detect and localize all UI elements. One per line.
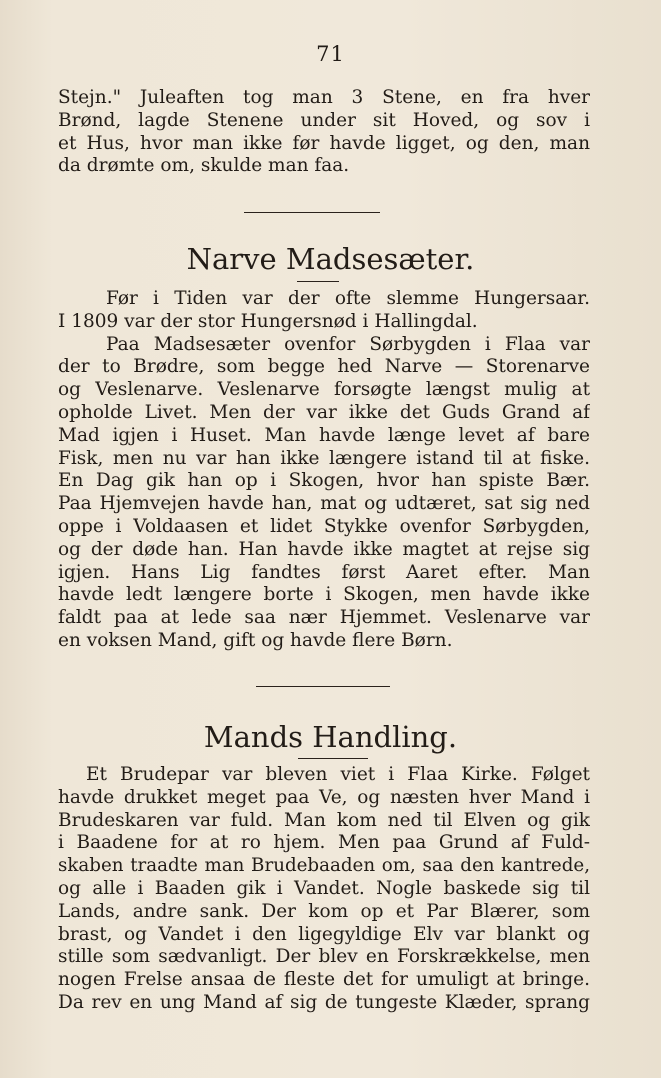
text-line: og der døde han. Han havde ikke magtet at rejse sig bbox=[58, 538, 590, 560]
section-body bbox=[58, 764, 590, 1015]
text-line: et Hus, hvor man ikke før havde ligget, og den, man bbox=[58, 132, 590, 154]
section-divider bbox=[256, 686, 390, 687]
text-line: Før i Tiden var der ofte slemme Hungersaar. bbox=[106, 288, 590, 309]
text-line: da drømte om, skulde man faa. bbox=[58, 155, 350, 177]
text-line: opholde Livet. Men der var ikke det Guds Grand af bbox=[58, 401, 590, 423]
section-divider bbox=[244, 212, 380, 213]
text-line: der to Brødre, som begge hed Narve — Storenarve bbox=[58, 356, 590, 378]
text-line: havde ledt længere borte i Skogen, men havde ikke bbox=[58, 584, 590, 606]
text-line: Paa Hjemvejen havde han, mat og udtæret, sat sig ned bbox=[58, 493, 590, 515]
text-line: og alle i Baaden gik i Vandet. Nogle baskede sig til bbox=[58, 877, 590, 899]
text-line: Fisk, men nu var han ikke længere istand til at fiske. bbox=[58, 447, 590, 469]
title-underline bbox=[298, 758, 368, 759]
text-line: I 1809 var der stor Hungersnød i Hallingdal. bbox=[58, 310, 478, 332]
text-line: stille som sædvanligt. Der blev en Forskrækkelse, men bbox=[58, 946, 590, 968]
text-line: Paa Madsesæter ovenfor Sørbygden i Flaa var bbox=[106, 333, 590, 355]
text-line: igjen. Hans Lig fandtes først Aaret efter. Man bbox=[58, 561, 590, 583]
text-line: havde drukket meget paa Ve, og næsten hver Mand i bbox=[58, 786, 590, 808]
text-line: nogen Frelse ansaa de fleste det for umuligt at bringe. bbox=[58, 969, 590, 991]
section-title: Mands Handling. bbox=[203, 720, 458, 754]
text-line: faldt paa at lede saa nær Hjemmet. Veslenarve var bbox=[58, 607, 590, 629]
title-underline bbox=[297, 281, 339, 282]
text-line: Stejn." Juleaften tog man 3 Stene, en fra hver bbox=[58, 87, 590, 108]
intro-paragraph bbox=[58, 87, 590, 178]
text-line: i Baadene for at ro hjem. Men paa Grund af Fuld- bbox=[58, 832, 590, 854]
section-title: Narve Madsesæter. bbox=[186, 242, 475, 276]
section-body bbox=[58, 288, 590, 653]
text-line: Brudeskaren var fuld. Man kom ned til Elven og gik bbox=[58, 809, 590, 831]
text-line: Da rev en ung Mand af sig de tungeste Klæder, sprang bbox=[58, 991, 590, 1013]
text-line: Lands, andre sank. Der kom op et Par Blærer, som bbox=[58, 900, 590, 922]
page-number: 71 bbox=[316, 42, 345, 66]
text-line: Brønd, lagde Stenene under sit Hoved, og sov i bbox=[58, 109, 590, 131]
text-line: En Dag gik han op i Skogen, hvor han spiste Bær. bbox=[58, 470, 590, 492]
text-line: skaben traadte man Brudebaaden om, saa den kantrede, bbox=[58, 855, 590, 877]
text-line: Et Brudepar var bleven viet i Flaa Kirke. Følget bbox=[86, 764, 590, 785]
text-line: en voksen Mand, gift og havde flere Børn. bbox=[58, 629, 453, 651]
text-line: brast, og Vandet i den ligegyldige Elv var blankt og bbox=[58, 923, 590, 945]
text-line: Mad igjen i Huset. Man havde længe levet af bare bbox=[58, 424, 590, 446]
text-line: og Veslenarve. Veslenarve forsøgte længst mulig at bbox=[58, 379, 590, 401]
text-line: oppe i Voldaasen et lidet Stykke ovenfor Sørbygden, bbox=[58, 515, 590, 537]
